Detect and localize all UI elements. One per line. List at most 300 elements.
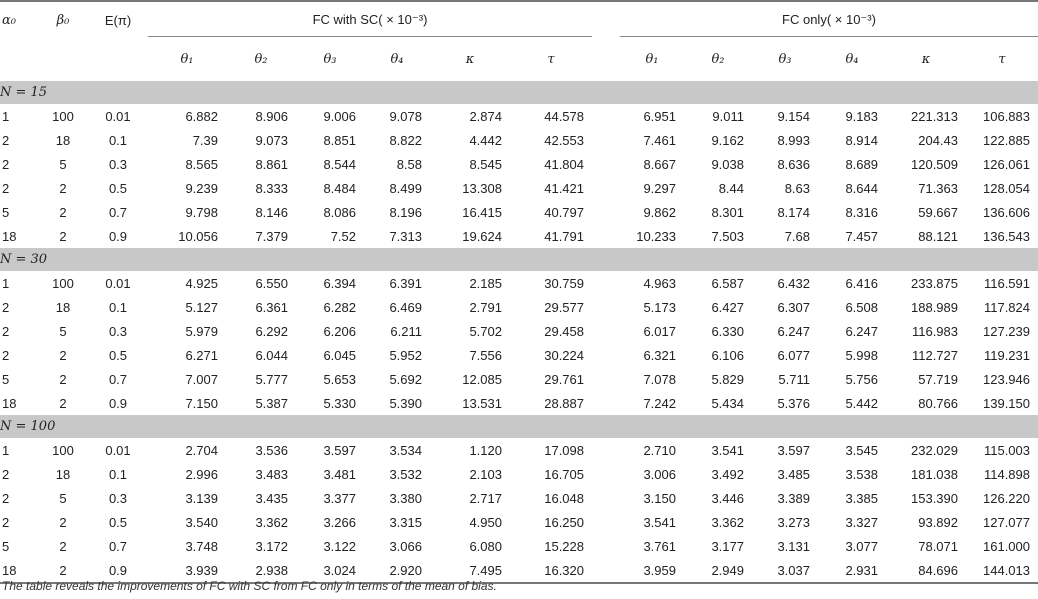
table-cell: 116.983: [911, 323, 958, 339]
table-cell: 29.577: [544, 299, 584, 315]
subheader-only-tau: τ: [998, 51, 1006, 67]
table-cell: 3.139: [185, 490, 218, 506]
table-cell: 7.39: [192, 132, 218, 148]
table-cell: 2: [2, 466, 10, 482]
table-cell: 4.950: [469, 514, 502, 530]
table-cell: 0.5: [108, 180, 128, 196]
subheader-only-theta1: θ₁: [645, 51, 659, 67]
table-cell: 115.003: [983, 442, 1030, 458]
table-cell: 4.963: [643, 275, 676, 291]
table-cell: 0.7: [108, 371, 128, 387]
table-cell: 153.390: [911, 490, 958, 506]
table-cell: 3.315: [389, 514, 422, 530]
section-header: [0, 415, 1038, 438]
table-row: [0, 510, 1038, 534]
table-cell: 0.9: [108, 228, 128, 244]
group-gap: [592, 176, 620, 200]
table-cell: 9.183: [845, 108, 878, 124]
table-cell: 127.077: [983, 514, 1030, 530]
section-label: N = 15: [0, 81, 1038, 104]
table-cell: 144.013: [983, 562, 1030, 578]
table-cell: 5.979: [185, 323, 218, 339]
table-cell: 136.543: [983, 228, 1030, 244]
table-cell: 6.247: [777, 323, 810, 339]
table-cell: 3.380: [389, 490, 422, 506]
table-cell: 7.52: [330, 228, 356, 244]
section-header: [0, 81, 1038, 104]
table-cell: 0.9: [108, 395, 128, 411]
table-cell: 41.421: [544, 180, 584, 196]
table-cell: 114.898: [983, 466, 1030, 482]
table-cell: 3.066: [389, 538, 422, 554]
table-cell: 4.442: [469, 132, 502, 148]
table-cell: 4.925: [185, 275, 218, 291]
table-cell: 3.492: [711, 466, 744, 482]
table-cell: 1: [2, 442, 10, 458]
group-gap: [592, 152, 620, 176]
table-cell: 6.508: [845, 299, 878, 315]
table-cell: 2: [2, 323, 10, 339]
table-cell: 2: [59, 538, 67, 554]
table-cell: 15.228: [544, 538, 584, 554]
group-gap: [592, 486, 620, 510]
table-cell: 0.01: [105, 442, 131, 458]
table-cell: 5.376: [777, 395, 810, 411]
table-cell: 44.578: [544, 108, 584, 124]
table-cell: 2.704: [185, 442, 218, 458]
subheader-sc-theta4: θ₄: [390, 51, 404, 67]
table-cell: 5.653: [323, 371, 356, 387]
table-cell: 3.541: [711, 442, 744, 458]
table-cell: 3.534: [389, 442, 422, 458]
table-cell: 5.756: [845, 371, 878, 387]
table-cell: 120.509: [911, 156, 958, 172]
table-cell: 13.531: [462, 395, 502, 411]
table-cell: 5.442: [845, 395, 878, 411]
table-cell: 204.43: [918, 132, 958, 148]
table-cell: 2: [2, 180, 10, 196]
table-cell: 7.556: [469, 347, 502, 363]
section-header: [0, 248, 1038, 271]
group-fc-with-sc: FC with SC( × 10⁻³): [148, 4, 592, 37]
table-cell: 57.719: [918, 371, 958, 387]
group-gap: [592, 367, 620, 391]
table-cell: 2: [59, 395, 67, 411]
table-cell: 2: [59, 514, 67, 530]
table-cell: 8.316: [845, 204, 878, 220]
table-cell: 93.892: [918, 514, 958, 530]
table-cell: 2.949: [711, 562, 744, 578]
table-cell: 3.377: [323, 490, 356, 506]
table-cell: 6.282: [323, 299, 356, 315]
table-cell: 3.024: [323, 562, 356, 578]
table-cell: 6.587: [711, 275, 744, 291]
table-cell: 8.174: [777, 204, 810, 220]
table-cell: 5.829: [711, 371, 744, 387]
table-cell: 8.565: [185, 156, 218, 172]
table-cell: 6.550: [255, 275, 288, 291]
table-cell: 18: [55, 466, 71, 482]
table-cell: 8.667: [643, 156, 676, 172]
table-cell: 5: [59, 490, 67, 506]
table-cell: 5.711: [778, 371, 810, 387]
table-cell: 2: [2, 514, 10, 530]
table-cell: 7.68: [784, 228, 810, 244]
table-cell: 0.7: [108, 538, 128, 554]
table-cell: 6.247: [845, 323, 878, 339]
table-cell: 8.301: [711, 204, 744, 220]
table-cell: 17.098: [544, 442, 584, 458]
table-cell: 8.861: [255, 156, 288, 172]
table-cell: 161.000: [983, 538, 1030, 554]
table-cell: 6.432: [777, 275, 810, 291]
table-cell: 2.996: [185, 466, 218, 482]
table-cell: 6.292: [255, 323, 288, 339]
table-row: [0, 534, 1038, 558]
table-cell: 3.483: [255, 466, 288, 482]
table-cell: 59.667: [918, 204, 958, 220]
table-cell: 6.211: [390, 323, 422, 339]
table-cell: 30.224: [544, 347, 584, 363]
group-gap: [592, 462, 620, 486]
table-cell: 7.495: [469, 562, 502, 578]
table-cell: 5.692: [389, 371, 422, 387]
table-cell: 6.017: [643, 323, 676, 339]
table-row: [0, 271, 1038, 295]
table-cell: 221.313: [911, 108, 958, 124]
table-cell: 16.705: [544, 466, 584, 482]
table-cell: 6.271: [185, 347, 218, 363]
table-row: [0, 438, 1038, 462]
table-cell: 3.273: [777, 514, 810, 530]
table-cell: 3.172: [255, 538, 288, 554]
table-cell: 7.461: [643, 132, 676, 148]
table-cell: 0.1: [108, 466, 128, 482]
table-cell: 9.154: [777, 108, 810, 124]
table-row: [0, 367, 1038, 391]
table-cell: 6.330: [711, 323, 744, 339]
table-cell: 8.499: [389, 180, 422, 196]
table-cell: 0.1: [108, 132, 128, 148]
table-cell: 2: [59, 371, 67, 387]
table-cell: 16.415: [462, 204, 502, 220]
table-cell: 1.120: [469, 442, 502, 458]
table-cell: 3.959: [643, 562, 676, 578]
table-cell: 16.250: [544, 514, 584, 530]
group-fc-only: FC only( × 10⁻³): [620, 4, 1038, 37]
table-cell: 6.044: [255, 347, 288, 363]
table-cell: 0.9: [108, 562, 128, 578]
section-label: N = 30: [0, 248, 1038, 271]
table-cell: 3.748: [185, 538, 218, 554]
table-cell: 116.591: [983, 275, 1030, 291]
table-row: [0, 152, 1038, 176]
table-cell: 3.077: [845, 538, 878, 554]
subheader-sc-kappa: κ: [465, 51, 475, 67]
table-cell: 9.073: [255, 132, 288, 148]
table-cell: 5: [2, 371, 10, 387]
table-cell: 3.538: [845, 466, 878, 482]
table-cell: 2: [59, 347, 67, 363]
table-row: [0, 128, 1038, 152]
table-cell: 2.931: [845, 562, 878, 578]
table-row: [0, 391, 1038, 415]
group-gap: [592, 558, 620, 583]
group-gap: [592, 128, 620, 152]
table-row: [0, 486, 1038, 510]
table-cell: 8.644: [845, 180, 878, 196]
table-cell: 3.481: [323, 466, 356, 482]
table-cell: 7.379: [255, 228, 288, 244]
subheader-only-theta4: θ₄: [845, 51, 859, 67]
group-gap: [592, 271, 620, 295]
group-gap: [592, 534, 620, 558]
group-gap: [592, 200, 620, 224]
table-caption: The table reveals the improvements of FC with SC from FC only in terms of the mean of bias.: [2, 579, 497, 593]
table-cell: 106.883: [983, 108, 1030, 124]
table-cell: 9.798: [185, 204, 218, 220]
table-cell: 6.469: [389, 299, 422, 315]
table-cell: 9.862: [643, 204, 676, 220]
table-cell: 9.011: [712, 108, 744, 124]
table-cell: 8.689: [845, 156, 878, 172]
group-gap: [592, 104, 620, 128]
subheader-sc-theta1: θ₁: [180, 51, 194, 67]
subheader-sc-theta2: θ₂: [254, 51, 268, 67]
table-cell: 3.037: [777, 562, 810, 578]
table-cell: 2: [59, 228, 67, 244]
table-cell: 71.363: [918, 180, 958, 196]
table-cell: 3.006: [643, 466, 676, 482]
section-label: N = 100: [0, 415, 1038, 438]
table-row: [0, 200, 1038, 224]
table-cell: 8.914: [845, 132, 878, 148]
table-cell: 8.44: [718, 180, 744, 196]
table-cell: 3.327: [845, 514, 878, 530]
table-cell: 18: [55, 132, 71, 148]
table-cell: 5: [59, 156, 67, 172]
table-cell: 100: [52, 442, 74, 458]
table-cell: 5.702: [469, 323, 502, 339]
table-cell: 6.080: [469, 538, 502, 554]
table-cell: 5: [2, 538, 10, 554]
table-cell: 7.150: [185, 395, 218, 411]
table-cell: 6.307: [777, 299, 810, 315]
table-cell: 3.536: [255, 442, 288, 458]
table-cell: 139.150: [983, 395, 1030, 411]
table-cell: 8.993: [777, 132, 810, 148]
table-cell: 188.989: [911, 299, 958, 315]
table-cell: 100: [52, 108, 74, 124]
table-cell: 8.545: [469, 156, 502, 172]
table-cell: 0.3: [108, 490, 128, 506]
table-cell: 5.173: [643, 299, 676, 315]
table-cell: 18: [55, 299, 71, 315]
table-cell: 5: [2, 204, 10, 220]
table-cell: 5: [59, 323, 67, 339]
table-cell: 16.320: [544, 562, 584, 578]
table-cell: 1: [2, 275, 10, 291]
table-cell: 30.759: [544, 275, 584, 291]
table-cell: 9.297: [643, 180, 676, 196]
table-cell: 84.696: [918, 562, 958, 578]
table-cell: 2.938: [255, 562, 288, 578]
table-cell: 127.239: [983, 323, 1030, 339]
table-cell: 8.086: [323, 204, 356, 220]
subheader-only-theta2: θ₂: [711, 51, 725, 67]
table-cell: 8.196: [389, 204, 422, 220]
table-cell: 233.875: [911, 275, 958, 291]
table-cell: 9.038: [711, 156, 744, 172]
table-cell: 18: [2, 562, 17, 578]
table-cell: 41.804: [544, 156, 584, 172]
table-cell: 232.029: [911, 442, 958, 458]
table-cell: 117.824: [983, 299, 1030, 315]
table-cell: 0.5: [108, 347, 128, 363]
table-cell: 6.394: [323, 275, 356, 291]
table-cell: 0.3: [108, 156, 128, 172]
table-cell: 13.308: [462, 180, 502, 196]
table-cell: 18: [2, 228, 17, 244]
table-row: [0, 343, 1038, 367]
table-cell: 6.321: [643, 347, 676, 363]
table-cell: 6.416: [845, 275, 878, 291]
table-cell: 18: [2, 395, 17, 411]
table-cell: 2: [59, 204, 67, 220]
table-cell: 16.048: [544, 490, 584, 506]
table-cell: 5.434: [711, 395, 744, 411]
table-cell: 2.920: [389, 562, 422, 578]
group-gap: [592, 343, 620, 367]
table-cell: 42.553: [544, 132, 584, 148]
table-cell: 6.951: [643, 108, 676, 124]
table-cell: 136.606: [983, 204, 1030, 220]
table-cell: 2: [2, 490, 10, 506]
table-cell: 0.01: [105, 108, 131, 124]
group-gap: [592, 510, 620, 534]
table-cell: 3.485: [777, 466, 810, 482]
table-cell: 78.071: [918, 538, 958, 554]
table-cell: 10.233: [636, 228, 676, 244]
table-cell: 2.717: [469, 490, 502, 506]
table-cell: 2: [2, 299, 10, 315]
table-cell: 8.333: [255, 180, 288, 196]
table-cell: 3.541: [643, 514, 676, 530]
table-cell: 2.185: [469, 275, 502, 291]
header-row-1: [0, 4, 1038, 37]
table-cell: 5.390: [389, 395, 422, 411]
table-row: [0, 104, 1038, 128]
table-cell: 3.177: [711, 538, 744, 554]
table-cell: 112.727: [911, 347, 958, 363]
table-cell: 6.427: [711, 299, 744, 315]
table-cell: 123.946: [983, 371, 1030, 387]
table-cell: 3.131: [777, 538, 810, 554]
subheader-sc-theta3: θ₃: [323, 51, 337, 67]
table-cell: 9.006: [323, 108, 356, 124]
table-cell: 8.851: [323, 132, 356, 148]
table-cell: 7.313: [389, 228, 422, 244]
table-cell: 88.121: [918, 228, 958, 244]
table-cell: 6.106: [711, 347, 744, 363]
table-row: [0, 295, 1038, 319]
table-cell: 29.761: [544, 371, 584, 387]
group-gap: [592, 391, 620, 415]
table-cell: 6.077: [777, 347, 810, 363]
table-cell: 6.206: [323, 323, 356, 339]
table-cell: 8.906: [255, 108, 288, 124]
table-cell: 40.797: [544, 204, 584, 220]
table-cell: 8.636: [777, 156, 810, 172]
table-row: [0, 224, 1038, 248]
table-cell: 5.387: [255, 395, 288, 411]
table-cell: 3.532: [389, 466, 422, 482]
header-row-2: [0, 37, 1038, 82]
table-cell: 0.3: [108, 323, 128, 339]
group-gap: [592, 438, 620, 462]
table-cell: 3.362: [255, 514, 288, 530]
table-cell: 10.056: [178, 228, 218, 244]
table-cell: 3.939: [185, 562, 218, 578]
table-cell: 0.01: [105, 275, 131, 291]
table-cell: 8.146: [255, 204, 288, 220]
table-cell: 7.457: [845, 228, 878, 244]
table-cell: 2: [2, 132, 10, 148]
table-cell: 0.7: [108, 204, 128, 220]
table-cell: 8.63: [784, 180, 810, 196]
table-cell: 2.710: [643, 442, 676, 458]
table-cell: 7.078: [643, 371, 676, 387]
table-cell: 41.791: [544, 228, 584, 244]
table-cell: 5.952: [389, 347, 422, 363]
table-cell: 8.544: [323, 156, 356, 172]
table-cell: 2: [59, 562, 67, 578]
table-row: [0, 176, 1038, 200]
table-cell: 3.385: [845, 490, 878, 506]
table-body: [0, 1, 1038, 586]
col-beta0: β₀: [56, 12, 70, 28]
table-cell: 128.054: [983, 180, 1030, 196]
table-cell: 6.882: [185, 108, 218, 124]
table-cell: 126.220: [983, 490, 1030, 506]
table-cell: 3.150: [643, 490, 676, 506]
col-alpha0: α₀: [2, 12, 16, 28]
table-cell: 126.061: [983, 156, 1030, 172]
table-cell: 0.1: [108, 299, 128, 315]
table-cell: 7.242: [643, 395, 676, 411]
table-cell: 6.361: [255, 299, 288, 315]
group-gap: [592, 224, 620, 248]
table-cell: 2.791: [469, 299, 502, 315]
table-cell: 19.624: [462, 228, 502, 244]
group-gap: [592, 319, 620, 343]
subheader-only-theta3: θ₃: [778, 51, 792, 67]
subheader-sc-tau: τ: [547, 51, 555, 67]
table-cell: 2.874: [469, 108, 502, 124]
table-cell: 3.362: [711, 514, 744, 530]
table-cell: 2: [2, 347, 10, 363]
table-cell: 3.389: [777, 490, 810, 506]
table-cell: 29.458: [544, 323, 584, 339]
table-cell: 3.597: [323, 442, 356, 458]
table-row: [0, 319, 1038, 343]
table-cell: 7.007: [185, 371, 218, 387]
table-cell: 3.122: [323, 538, 356, 554]
table-cell: 1: [2, 108, 10, 124]
table-cell: 2: [59, 180, 67, 196]
table-cell: 122.885: [983, 132, 1030, 148]
table-cell: 28.887: [544, 395, 584, 411]
